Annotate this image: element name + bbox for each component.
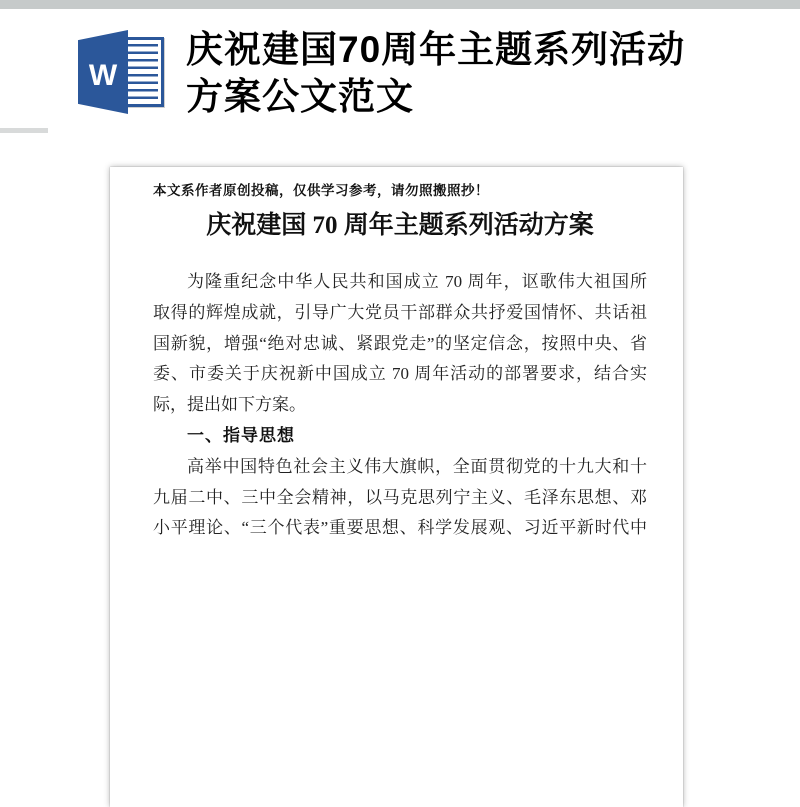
top-strip <box>0 0 800 9</box>
page-title <box>186 26 726 120</box>
page-title-line2: 方案公文范文 <box>186 76 414 117</box>
text-line: 小平理论、“三个代表”重要思想、科学发展观、习近平新时代中 <box>153 518 647 538</box>
word-icon-letter: W <box>88 59 118 92</box>
document-page <box>110 167 683 807</box>
document-title: 庆祝建国 70 周年主题系列活动方案 <box>206 212 594 239</box>
text-line: 委、市委关于庆祝新中国成立 70 周年活动的部署要求，结合实 <box>153 364 647 384</box>
text-line: 九届二中、三中全会精神，以马克思列宁主义、毛泽东思想、邓 <box>153 487 647 507</box>
word-file-icon <box>78 30 164 114</box>
page-title-line1: 庆祝建国70周年主题系列活动 <box>186 29 686 70</box>
left-edge-smudge <box>0 128 48 133</box>
text-line: 为隆重纪念中华人民共和国成立 70 周年，讴歌伟大祖国所 <box>187 272 647 291</box>
text-line: 高举中国特色社会主义伟大旗帜，全面贯彻党的十九大和十 <box>187 456 647 476</box>
text-line: 际，提出如下方案。 <box>153 395 306 415</box>
text-line: 取得的辉煌成就，引导广大党员干部群众共抒爱国情怀、共话祖 <box>153 302 647 322</box>
document-body <box>153 267 647 544</box>
section-heading: 一、指导思想 <box>187 425 295 445</box>
text-line: 国新貌，增强“绝对忠诚、紧跟党走”的坚定信念，按照中央、省 <box>153 333 647 353</box>
disclaimer-text: 本文系作者原创投稿，仅供学习参考，请勿照搬照抄！ <box>153 183 489 198</box>
word-icon-text-lines <box>124 44 158 101</box>
